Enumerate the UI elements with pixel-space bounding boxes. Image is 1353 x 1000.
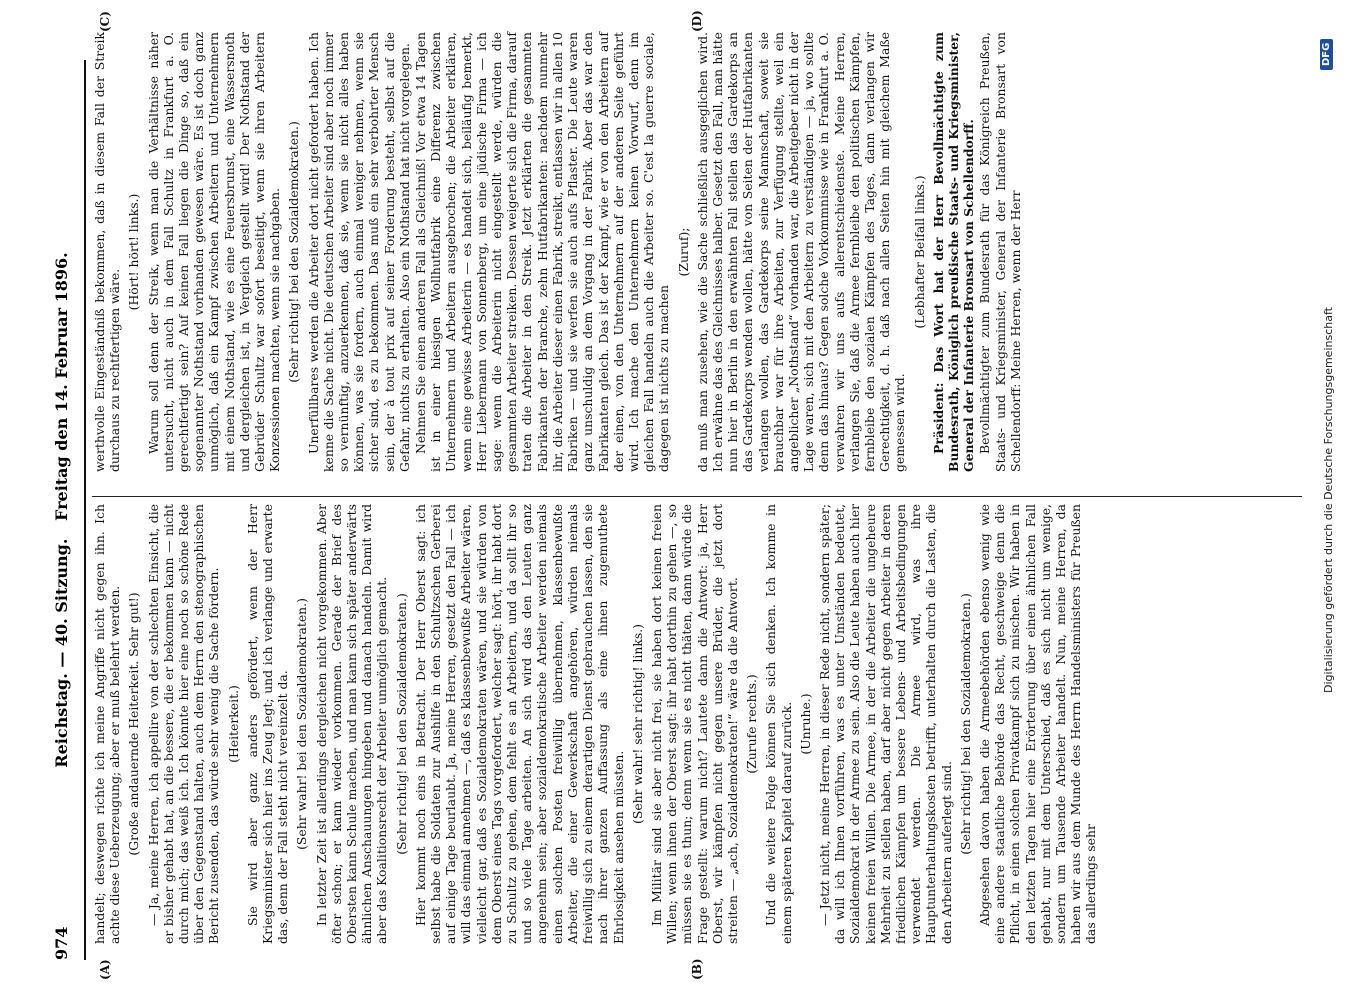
interjection: (Unruhe.) [797, 693, 813, 755]
paragraph: Präsident: Das Wort hat der Herr Bevollmächtigte zum Bundesrath, Königlich preußische Staats- und Kriegsminister, General der Infanterie Bronsart von Schellendorff. [930, 32, 977, 472]
left-text-column [92, 504, 1100, 944]
page-number: 974 [52, 926, 71, 960]
interjection: (Zurufe rechts.) [744, 674, 760, 774]
interjection: (Lebhafter Beifall links.) [911, 175, 927, 329]
interjection: (Sehr richtig! bei den Sozialdemokraten.) [957, 593, 973, 855]
interjection: (Heiterkeit.) [225, 685, 241, 763]
session-title: Reichstag. — 40. Sitzung. [52, 538, 71, 768]
page-header [52, 60, 78, 960]
header-center [52, 60, 71, 960]
header-rule [84, 60, 86, 960]
paragraph: — Jetzt nicht, meine Herren, in dieser Rede nicht, sondern später; da will ich Ihnen vorführen, was es unter Umständen bedeutet, Sozialdemokrat in der Armee zu sein. Also die Leute haben auch hier keinen freien Willen. Die Armee, in der die Arbeiter die ungeheure Mehrheit zu stellen haben, darf aber nicht gegen Arbeiter in deren friedlichen Kämpfen um bessere Lebens- und Arbeitsbedingungen verwendet werden. Die Armee wird, was ihre Hauptunterhaltungskosten betrifft, unterhalten durch die Lasten, die den Arbeitern auferlegt sind. [816, 504, 954, 944]
paragraph: da muß man zusehen, wie die Sache schließlich ausgeglichen wird. Ich erwähne das des Gleichnisses halber. Gesetzt den Fall, man hätte nun hier in Berlin in den erwähnten Fall stellen das Gardekorps an das Gardekorps wenden wollen, hätte von Seiten der Hutfabrikanten verlangen wollen, das Gardekorps seine Mannschaft, soweit sie brauchbar war für ihre Arbeiten, zur Verfügung stellte, weil ein angeblicher „Nothstand“ vorhanden war, die Arbeitgeber nicht in der Lage waren, sich mit den Arbeitern zu verständigen — ja, wo sollte denn das hinaus? Gegen solche Vorkommnisse wie in Frankfurt a. O. verwahren wir uns aufs allerentschiedenste. Meine Herren, verlangen Sie, daß die Armee fernbleibe den politischen Kämpfen, fernbleibe den sozialen Kämpfen des Tages, dann verlangen wir Gerechtigkeit, d. h. daß nach allen Seiten hin mit gleichem Maße gemessen wird. [694, 32, 908, 472]
dfg-logo: DFG [1320, 39, 1333, 70]
paragraph: Und die weitere Folge können Sie sich denken. Ich komme in einem späteren Kapitel darauf zurück. [763, 504, 794, 944]
margin-mark-a: (A) [98, 959, 112, 980]
interjection: (Sehr richtig! bei den Sozialdemokraten.) [286, 121, 302, 383]
column-divider [92, 496, 1302, 497]
interjection: (Sehr richtig! bei den Sozialdemokraten.) [393, 593, 409, 855]
paragraph: werthvolle Eingeständniß bekommen, daß in diesem Fall der Streik durchaus zu rechtfertigen wäre. [92, 32, 123, 472]
interjection: (Sehr wahr! bei den Sozialdemokraten.) [294, 598, 310, 850]
paragraph: handelt; deswegen richte ich meine Angriffe nicht gegen ihn. Ich achte diese Ueberzeugung; aber er muß belehrt werden. [92, 504, 123, 944]
paragraph: In letzter Zeit ist allerdings dergleichen nicht vorgekommen. Aber öfter schon; er kann wieder vorkommen. Gerade der Brief des Obersten kann Schule machen, und man kann sich später anderwärts ähnlichen Anschauungen hingeben und danach handeln. Damit wird aber das Koalitionsrecht der Arbeiter unmöglich gemacht. [313, 504, 390, 944]
paragraph: — Ja, meine Herren, ich appellire von der schlechten Einsicht, die er bisher gehabt hat, an die bessere, die er bekommen kann — nicht durch mich; das weiß ich. Ich könnte hier eine noch so schöne Rede über den Gegenstand halten, auch dem Herrn den stenographischen Bericht zusenden, das würde sehr wenig die Sache fördern. [145, 504, 222, 944]
paragraph: Unerfüllbares werden die Arbeiter dort nicht gefordert haben. Ich kenne die Sache nicht. Die deutschen Arbeiter sind aber noch immer so vernünftig, anzuerkennen, daß sie, wenn sie nicht alles haben können, was sie fordern, auch einmal weniger nehmen, wenn sie sicher sind, es zu bekommen. Das muß ein sehr verbohrter Mensch sein, der à tout prix auf seiner Forderung besteht, selbst auf die Gefahr, nichts zu erhalten. Also ein Nothstand hat nicht vorgelegen. [305, 32, 412, 472]
paragraph: Hier kommt noch eins in Betracht. Der Herr Oberst sagt: ich selbst habe die Soldaten zur Aushilfe in den Schultzschen Gerberei auf einige Tage beurlaubt. Ja, meine Herren, gesetzt den Fall — ich will das einmal annehmen —, daß es klassenbewußte Arbeiter wären, vielleicht gar, daß es Sozialdemokraten wären, und sie würden von dem Oberst eines Tags vorgefordert, welcher sagt: hört, ihr habt dort zu Schultz zu gehen, dem fehlt es an Arbeitern, und da sollt ihr so und so viele Tage arbeiten. An sich wird das den Leuten ganz angenehm sein; aber sozialdemokratische Arbeiter werden niemals einen solchen Posten freiwillig übernehmen, klassenbewußte Arbeiter, die einer Gewerkschaft angehören, würden niemals freiwillig sich zu einem derartigen Dienst gebrauchen lassen, den sie nach ihrer ganzen Auffassung als eine ihnen zugemuthete Ehrlosigkeit ansehen müssten. [412, 504, 626, 944]
right-text-column [92, 32, 1024, 472]
interjection: (Große andauernde Heiterkeit. Sehr gut!) [126, 592, 142, 856]
paragraph: Warum soll denn der Streik, wenn man die Verhältnisse näher untersucht, nicht auch in dem Fall Schultz in Frankfurt a. O. gerechtfertigt sein? Auf keinen Fall liegen die Dinge so, daß ein sogenannter Nothstand vorhanden gewesen wäre. Es ist doch ganz unmöglich, daß ein Kampf zwischen Arbeitern und Unternehmern mit einem Nothstand, wie es eine Feuersbrunst, eine Wassersnoth und dergleichen ist, in Vergleich gestellt wird! Der Nothstand der Gebrüder Schultz war sofort beseitigt, wenn sie ihren Arbeitern Konzessionen machten, wenn sie nachgaben. [145, 32, 283, 472]
margin-mark-d: (D) [690, 10, 704, 32]
session-date: Freitag den 14. Februar 1896. [52, 252, 71, 521]
paragraph: Bevollmächtigter zum Bundesrath für das Königreich Preußen, Staats- und Kriegsminister, General der Infanterie Bronsart von Schellendorff: Meine Herren, wenn der Herr [977, 32, 1023, 472]
paragraph: Im Militär sind sie aber nicht frei, sie haben dort keinen freien Willen; wenn ihnen der Oberst sagt: ihr habt dorthin zu gehen —, so müssen sie es thun; denn wenn sie es nicht thäten, dann würde die Frage gestellt: warum nicht? Lautete dann die Antwort: ja, Herr Oberst, wir kämpfen nicht gegen unsere Brüder, die jetzt dort streiten — „ach, Sozialdemokraten!“ wäre da die Antwort. [648, 504, 740, 944]
interjection: (Hört! hört! links.) [126, 193, 142, 311]
paragraph: Nehmen Sie einen anderen Fall als Gleichniß! Vor etwa 14 Tagen ist in einer hiesigen Wollhutfabrik eine Differenz zwischen Unternehmern und Arbeitern ausgebrochen; die Arbeiter erklären, wenn eine gewisse Arbeiterin — es handelt sich, beiläufig bemerkt, Herr Liebermann von Sonnenberg, um eine jüdische Firma — ich sage: wenn die Arbeiterin nicht eingestellt werde, würden die gesammten Arbeiter streiken. Dessen weigerte sich die Firma, darauf traten die Arbeiter in den Streik. Jetzt erklärten die gesammten Fabrikanten der Branche, zehn Hutfabrikanten: nachdem nunmehr ihr, die Arbeiter dieser einen Fabrik, streikt, entlassen wir in allen 10 Fabriken — und sie werfen sie auch aufs Pflaster. Die Leute waren ganz unschuldig an dem Vorgang in der Fabrik. Aber das war den Fabrikanten gleich. Das ist der Kampf, wie er von den Arbeitern auf der einen, von den Unternehmern auf der anderen Seite geführt wird. Ich mache den Unternehmern keinen Vorwurf, denn im gleichen Fall handeln auch die Arbeiter so. C'est la guerre sociale, dagegen ist nichts zu machen [413, 32, 672, 472]
margin-mark-b: (B) [690, 958, 704, 980]
interjection: (Sehr wahr! sehr richtig! links.) [629, 624, 645, 824]
margin-mark-c: (C) [98, 11, 112, 32]
paragraph: Abgesehen davon haben die Armeebehörden ebenso wenig wie eine andere staatliche Behörde das Recht, geschweige denn die Pflicht, in einen solchen Privatkampf sich zu mischen. Wir haben in den letzten Tagen hier eine Erörterung über einen ähnlichen Fall gehabt, nur mit dem Unterschied, daß es sich nicht um wenige, sondern um Tausende Arbeiter handelt. Nun, meine Herren, da haben wir aus dem Munde des Herrn Handelsministers für Preußen das allerdings sehr [976, 504, 1099, 944]
interjection: (Zuruf); [675, 227, 691, 277]
paragraph: Sie wird aber ganz anders gefördert, wenn der Herr Kriegsminister sich hier ins Zeug legt; und ich verlange und erwarte das, denn der Fall steht nicht vereinzelt da. [244, 504, 291, 944]
digitization-credit: Digitalisierung gefördert durch die Deutsche Forschungsgemeinschaft [1322, 307, 1335, 693]
